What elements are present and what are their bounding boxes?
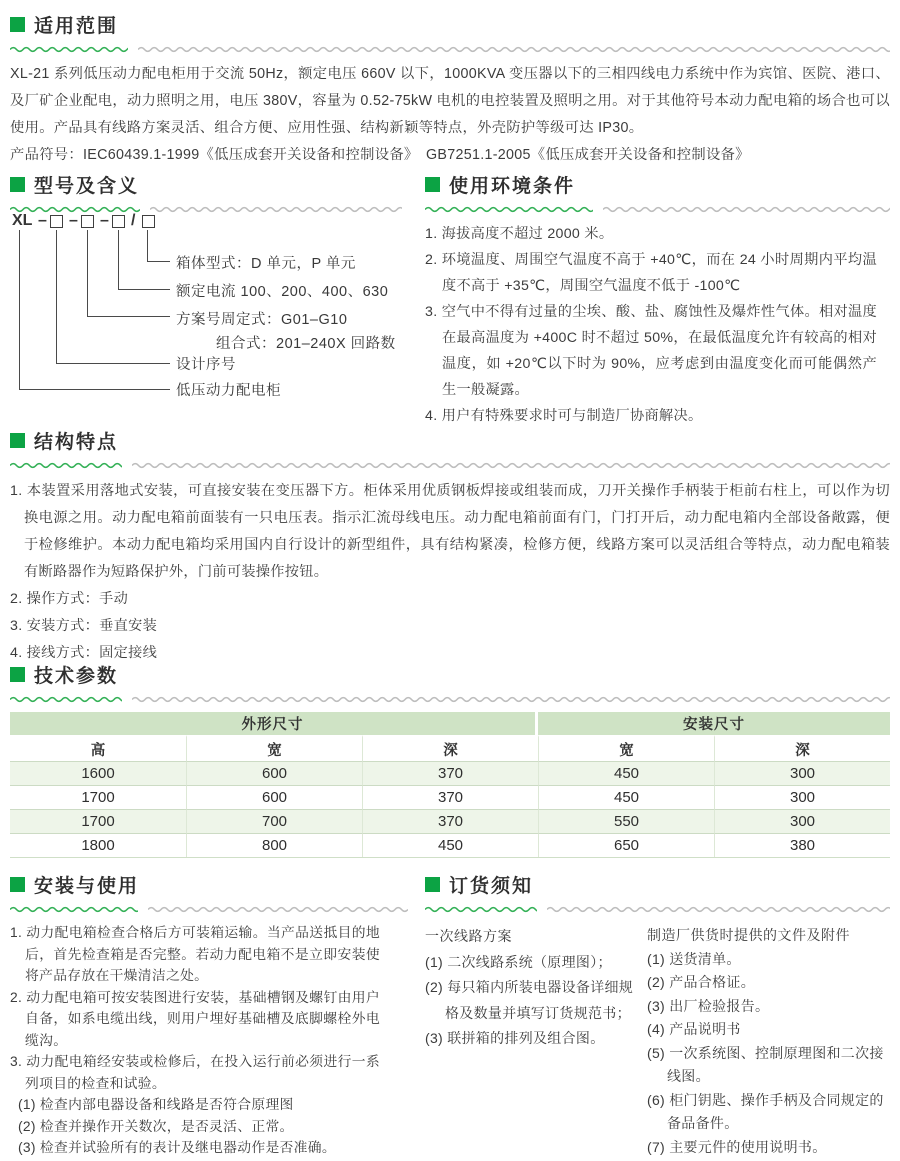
model-label-cabinet-name: 低压动力配电柜 bbox=[176, 383, 281, 399]
table-col-header-mount-depth: 深 bbox=[714, 735, 890, 761]
structure-item: 2. 操作方式：手动 bbox=[10, 591, 129, 607]
section-scope bbox=[10, 12, 890, 169]
model-code-prefix: XL bbox=[12, 212, 33, 229]
environment-item: 2. 环境温度、周围空气温度不高于 +40℃，而在 24 小时周期内平均温度不高于 +35℃，周围空气温度不低于 -100℃ bbox=[425, 252, 877, 294]
section-structure-title: 结构特点 bbox=[34, 431, 119, 453]
table-cell: 450 bbox=[538, 785, 714, 809]
wavy-divider bbox=[10, 905, 408, 914]
wavy-line-gray bbox=[148, 905, 408, 914]
wavy-line-gray bbox=[132, 695, 890, 704]
table-cell: 700 bbox=[186, 809, 362, 833]
model-code-dash: – bbox=[38, 212, 47, 229]
section-environment bbox=[425, 172, 890, 429]
section-marker-icon bbox=[10, 877, 25, 892]
model-code-box bbox=[50, 215, 63, 228]
table-col-header-width: 宽 bbox=[186, 735, 362, 761]
model-label-rated-current: 额定电流 100、200、400、630 bbox=[176, 284, 389, 300]
ordering-right-item: (3) 出厂检验报告。 bbox=[647, 997, 770, 1014]
table-cell: 300 bbox=[714, 809, 890, 833]
section-marker-icon bbox=[425, 177, 440, 192]
table-cell: 1700 bbox=[10, 785, 186, 809]
ordering-left-item: (2) 每只箱内所装电器设备详细规格及数量并填写订货规范书； bbox=[425, 979, 634, 1021]
wavy-line-green bbox=[425, 905, 537, 914]
ordering-right-item: (7) 主要元件的使用说明书。 bbox=[647, 1138, 827, 1155]
section-marker-icon bbox=[425, 877, 440, 892]
table-cell: 1700 bbox=[10, 809, 186, 833]
ordering-right-item: (6) 柜门钥匙、操作手柄及合同规定的备品备件。 bbox=[647, 1091, 884, 1131]
scope-standards-text: 产品符号：IEC60439.1-1999《低压成套开关设备和控制设备》 GB7251.1-2005《低压成套开关设备和控制设备》 bbox=[10, 147, 750, 163]
wavy-line-green bbox=[10, 45, 128, 54]
environment-item: 1. 海拔高度不超过 2000 米。 bbox=[425, 226, 614, 242]
table-cell: 450 bbox=[538, 761, 714, 785]
wavy-divider bbox=[425, 205, 890, 214]
structure-item: 4. 接线方式：固定接线 bbox=[10, 645, 158, 661]
environment-item: 3. 空气中不得有过量的尘埃、酸、盐、腐蚀性及爆炸性气体。相对温度在最高温度为 +400C 时不超过 50%，在最低温度允许有较高的相对温度，如 +20℃以下时为 90%，应考虑到由温度变化而可能偶然产生一般凝露。 bbox=[425, 304, 877, 398]
wavy-divider bbox=[10, 45, 890, 54]
model-code-dash: – bbox=[100, 212, 109, 229]
install-check-item: (1) 检查内部电器设备和线路是否符合原理图 bbox=[18, 1097, 294, 1112]
section-structure-header bbox=[10, 428, 890, 452]
wavy-line-green bbox=[10, 695, 122, 704]
install-item: 2. 动力配电箱可按安装图进行安装，基础槽钢及螺钉由用户自备，如系电缆出线，则用户埋好基础槽及底脚螺栓外电缆沟。 bbox=[10, 989, 380, 1048]
section-specs-header bbox=[10, 662, 890, 686]
section-install-title: 安装与使用 bbox=[34, 875, 140, 897]
table-cell: 600 bbox=[186, 761, 362, 785]
table-cell: 370 bbox=[362, 761, 538, 785]
ordering-left-item: (1) 二次线路系统（原理图）； bbox=[425, 953, 612, 970]
section-model bbox=[10, 172, 402, 422]
model-label-box-type: 箱体型式：D 单元，P 单元 bbox=[176, 256, 356, 272]
table-cell: 800 bbox=[186, 833, 362, 857]
ordering-right-heading: 制造厂供货时提供的文件及附件 bbox=[647, 927, 850, 943]
model-connector-line bbox=[147, 230, 170, 262]
section-marker-icon bbox=[10, 667, 25, 682]
section-ordering bbox=[425, 872, 890, 1159]
section-scope-header bbox=[10, 12, 890, 36]
environment-item: 4. 用户有特殊要求时可与制造厂协商解决。 bbox=[425, 408, 703, 424]
install-item: 3. 动力配电箱经安装或检修后，在投入运行前必须进行一系列项目的检查和试验。 bbox=[10, 1054, 380, 1091]
model-code-box bbox=[112, 215, 125, 228]
ordering-left-heading: 一次线路方案 bbox=[425, 928, 512, 944]
table-cell: 550 bbox=[538, 809, 714, 833]
wavy-divider bbox=[425, 905, 890, 914]
wavy-line-green bbox=[10, 461, 122, 470]
section-model-header bbox=[10, 172, 402, 196]
table-cell: 1800 bbox=[10, 833, 186, 857]
model-code-box bbox=[81, 215, 94, 228]
section-ordering-title: 订货须知 bbox=[449, 875, 534, 897]
table-col-header-mount-width: 宽 bbox=[538, 735, 714, 761]
table-cell: 1600 bbox=[10, 761, 186, 785]
model-label-scheme-combined: 组合式：201–240X 回路数 bbox=[216, 336, 396, 352]
section-environment-header bbox=[425, 172, 890, 196]
wavy-line-gray bbox=[138, 45, 890, 54]
ordering-left-column bbox=[425, 924, 637, 1159]
table-group-header-mount-dims: 安装尺寸 bbox=[538, 712, 890, 735]
table-cell: 380 bbox=[714, 833, 890, 857]
model-code-dash: – bbox=[69, 212, 78, 229]
wavy-line-green bbox=[425, 205, 593, 214]
model-label-design-serial: 设计序号 bbox=[176, 357, 236, 373]
table-cell: 370 bbox=[362, 785, 538, 809]
section-marker-icon bbox=[10, 17, 25, 32]
model-label-scheme-fixed: 方案号周定式：G01–G10 bbox=[176, 312, 348, 328]
spec-table bbox=[10, 712, 890, 858]
wavy-line-gray bbox=[603, 205, 890, 214]
table-cell: 650 bbox=[538, 833, 714, 857]
ordering-right-column bbox=[647, 924, 890, 1159]
table-col-header-depth: 深 bbox=[362, 735, 538, 761]
section-marker-icon bbox=[10, 433, 25, 448]
wavy-line-gray bbox=[132, 461, 890, 470]
table-cell: 600 bbox=[186, 785, 362, 809]
section-structure bbox=[10, 428, 890, 667]
table-cell: 300 bbox=[714, 785, 890, 809]
ordering-right-item: (5) 一次系统图、控制原理图和二次接线图。 bbox=[647, 1044, 884, 1084]
section-marker-icon bbox=[10, 177, 25, 192]
section-ordering-header bbox=[425, 872, 890, 896]
install-check-item: (3) 检查并试验所有的表计及继电器动作是否准确。 bbox=[18, 1140, 336, 1155]
structure-item: 1. 本装置采用落地式安装，可直接安装在变压器下方。柜体采用优质钢板焊接或组装而成，刀开关操作手柄装于柜前右柱上，可以作为切换电源之用。动力配电箱前面装有一只电压表。指示汇流母线电压。动力配电箱前面有门，门打开后，动力配电箱内全部设备敞露，便于检修维护。本动力配电箱均采用国内自行设计的新型组件，具有结构紧凑，检修方便，线路方案可以灵活组合等特点，动力配电箱装有断路器作为短路保护外，门前可装操作按钮。 bbox=[10, 483, 890, 580]
wavy-divider bbox=[10, 461, 890, 470]
model-code-slash: / bbox=[131, 212, 136, 229]
ordering-right-item: (2) 产品合格证。 bbox=[647, 974, 755, 990]
section-model-title: 型号及含义 bbox=[34, 175, 140, 197]
section-environment-title: 使用环境条件 bbox=[449, 175, 576, 197]
structure-item: 3. 安装方式：垂直安装 bbox=[10, 618, 158, 634]
table-cell: 300 bbox=[714, 761, 890, 785]
install-check-item: (2) 检查并操作开关数次，是否灵活、正常。 bbox=[18, 1118, 294, 1134]
wavy-line-gray bbox=[547, 905, 890, 914]
section-specs-title: 技术参数 bbox=[34, 665, 119, 687]
scope-body-text: XL-21 系列低压动力配电柜用于交流 50Hz，额定电压 660V 以下，1000KVA 变压器以下的三相四线电力系统中作为宾馆、医院、港口、及厂矿企业配电，动力照明之用，电压 380V，容量为 0.52-75kW 电机的电控装置及照明之用。对于其他符号本动力配电箱的场合也可以使用。产品具有线路方案灵活、组合方便、应用性强、结构新颖等特点，外壳防护等级可达 IP30。 bbox=[10, 66, 890, 136]
ordering-right-item: (1) 送货清单。 bbox=[647, 950, 741, 967]
model-code-box bbox=[142, 215, 155, 228]
section-install-header bbox=[10, 872, 408, 896]
table-cell: 370 bbox=[362, 809, 538, 833]
section-scope-title: 适用范围 bbox=[34, 15, 119, 37]
table-cell: 450 bbox=[362, 833, 538, 857]
wavy-line-gray bbox=[150, 205, 402, 214]
ordering-right-item: (4) 产品说明书 bbox=[647, 1021, 741, 1037]
table-col-header-height: 高 bbox=[10, 735, 186, 761]
section-specs bbox=[10, 662, 890, 858]
wavy-line-green bbox=[10, 905, 138, 914]
install-item: 1. 动力配电箱检查合格后方可装箱运输。当产品送抵目的地后，首先检查箱是否完整。若动力配电箱不是立即安装使将产品存放在干燥清洁之处。 bbox=[10, 925, 380, 983]
table-group-header-outline-dims: 外形尺寸 bbox=[10, 712, 538, 735]
ordering-left-item: (3) 联拼箱的排列及组合图。 bbox=[425, 1030, 605, 1046]
section-install bbox=[10, 872, 408, 1159]
wavy-divider bbox=[10, 695, 890, 704]
